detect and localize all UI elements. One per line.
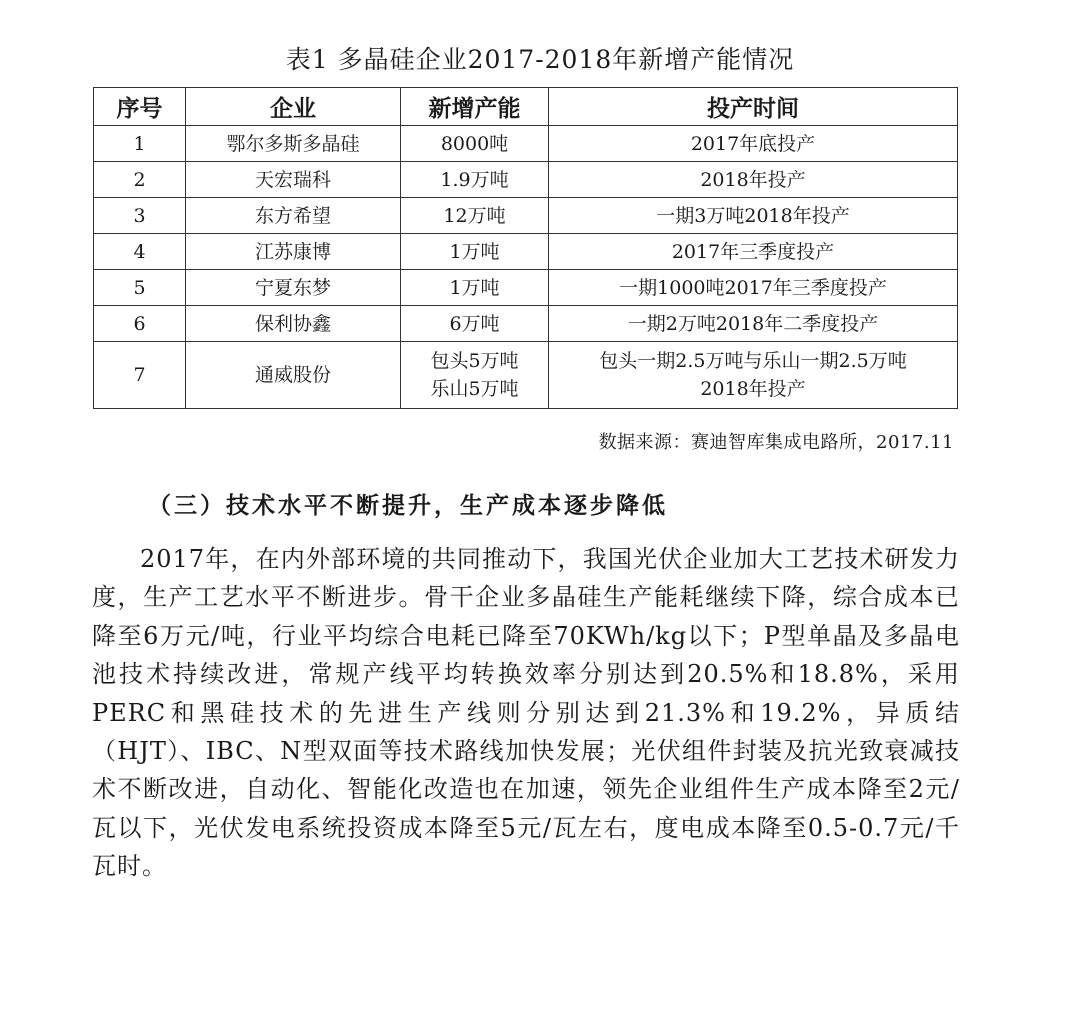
table-row — [94, 126, 958, 162]
cell-time: 一期2万吨2018年二季度投产 — [549, 306, 958, 342]
cell-no: 1 — [94, 126, 186, 162]
cell-company: 宁夏东梦 — [186, 270, 401, 306]
cell-company: 江苏康博 — [186, 234, 401, 270]
cell-no: 6 — [94, 306, 186, 342]
header-no: 序号 — [94, 88, 186, 126]
header-time: 投产时间 — [549, 88, 958, 126]
cell-company: 通威股份 — [186, 342, 401, 409]
cell-capacity-line1: 包头5万吨 — [430, 350, 519, 372]
cell-capacity: 1.9万吨 — [401, 162, 549, 198]
cell-time: 一期3万吨2018年投产 — [549, 198, 958, 234]
cell-time-line2: 2018年投产 — [700, 378, 806, 400]
capacity-table — [93, 87, 958, 409]
table-row — [94, 162, 958, 198]
table-row — [94, 234, 958, 270]
table-row — [94, 198, 958, 234]
header-company: 企业 — [186, 88, 401, 126]
cell-company: 保利协鑫 — [186, 306, 401, 342]
table-row — [94, 270, 958, 306]
cell-company: 东方希望 — [186, 198, 401, 234]
cell-capacity: 8000吨 — [401, 126, 549, 162]
cell-company: 鄂尔多斯多晶硅 — [186, 126, 401, 162]
cell-no: 4 — [94, 234, 186, 270]
cell-time-line1: 包头一期2.5万吨与乐山一期2.5万吨 — [599, 350, 907, 372]
cell-capacity: 6万吨 — [401, 306, 549, 342]
table-caption: 表1 多晶硅企业2017-2018年新增产能情况 — [285, 45, 795, 74]
table-row — [94, 306, 958, 342]
cell-no: 3 — [94, 198, 186, 234]
cell-time — [549, 342, 958, 409]
header-capacity: 新增产能 — [401, 88, 549, 126]
section-heading: （三）技术水平不断提升，生产成本逐步降低 — [148, 493, 668, 519]
cell-time: 2017年底投产 — [549, 126, 958, 162]
cell-capacity — [401, 342, 549, 409]
table-header-row — [94, 88, 958, 126]
cell-no: 5 — [94, 270, 186, 306]
cell-time: 一期1000吨2017年三季度投产 — [549, 270, 958, 306]
cell-company: 天宏瑞科 — [186, 162, 401, 198]
body-paragraph: 2017年，在内外部环境的共同推动下，我国光伏企业加大工艺技术研发力度，生产工艺水平不断进步。骨干企业多晶硅生产能耗继续下降，综合成本已降至6万元/吨，行业平均综合电耗已降至70KWh/kg以下；P型单晶及多晶电池技术持续改进，常规产线平均转换效率分别达到20.5%和18.8%，采用PERC和黑硅技术的先进生产线则分别达到21.3%和19.2%，异质结（HJT）、IBC、N型双面等技术路线加快发展；光伏组件封装及抗光致衰减技术不断改进，自动化、智能化改造也在加速，领先企业组件生产成本降至2元/瓦以下，光伏发电系统投资成本降至5元/瓦左右，度电成本降至0.5-0.7元/千瓦时。 — [92, 545, 960, 881]
cell-no: 7 — [94, 342, 186, 409]
cell-time: 2018年投产 — [549, 162, 958, 198]
cell-capacity: 1万吨 — [401, 270, 549, 306]
data-source-note: 数据来源：赛迪智库集成电路所，2017.11 — [598, 432, 954, 453]
cell-capacity: 12万吨 — [401, 198, 549, 234]
cell-time: 2017年三季度投产 — [549, 234, 958, 270]
cell-capacity: 1万吨 — [401, 234, 549, 270]
table-row — [94, 342, 958, 409]
cell-capacity-line2: 乐山5万吨 — [430, 378, 519, 400]
cell-no: 2 — [94, 162, 186, 198]
